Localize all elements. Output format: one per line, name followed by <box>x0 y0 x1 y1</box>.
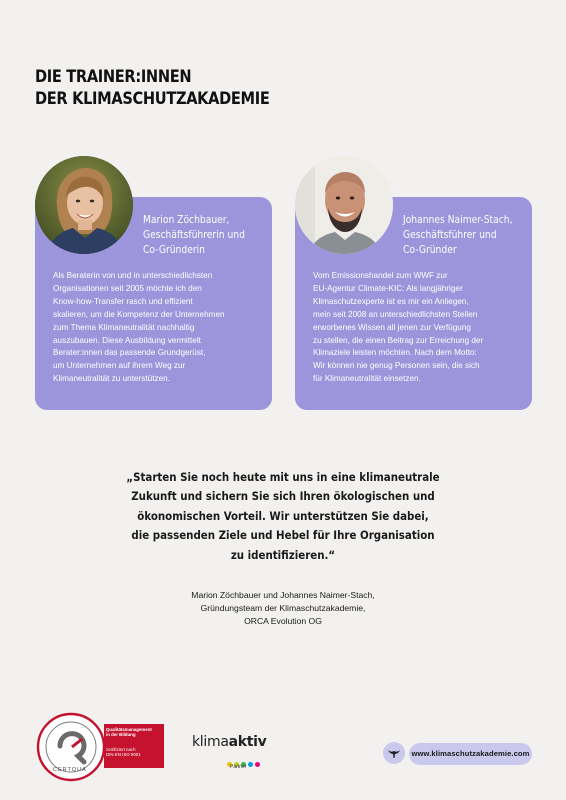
bio-line: zu stellen, die einen Beitrag zur Erreichung der <box>313 335 484 345</box>
klimaaktiv-word-light: klima <box>192 734 229 750</box>
certqua-brand: CERTQUA <box>53 767 87 773</box>
trainer-bio <box>53 270 263 386</box>
quote <box>0 468 566 565</box>
trainer-photo-naimer-stach <box>295 156 393 254</box>
trainer-name-line: Geschäftsführer und <box>403 230 497 241</box>
page-title-line: DIE TRAINER:INNEN <box>35 67 192 87</box>
klimaaktiv-wordmark <box>192 734 267 750</box>
certqua-line: Qualitätsmanagement <box>106 727 152 732</box>
bio-line: Klimaschutzexperte ist es mir ein Anliegen, <box>313 296 469 306</box>
bio-line: Als Beraterin von und in unterschiedlichsten <box>53 271 213 280</box>
quote-line: „Starten Sie noch heute mit uns in eine klimaneutrale <box>126 470 440 484</box>
bio-line: Wir können nie genug Personen sein, die sich <box>313 361 480 371</box>
trainer-name-line: Johannes Naimer-Stach, <box>403 215 513 226</box>
bio-line: EU-Agentur Climate-KIC: Als langjähriger <box>313 283 463 293</box>
klimaaktiv-logo <box>192 734 282 774</box>
bio-line: Klimaneutralität zu unterstützen. <box>53 374 170 384</box>
signature-line: Marion Zöchbauer und Johannes Naimer-Stach, <box>191 590 375 600</box>
bio-line: Know-how-Transfer rasch und effizient <box>53 296 193 306</box>
quote-line: ökonomischen Vorteil. Wir unterstützen Sie dabei, <box>137 508 429 523</box>
trainer-bio <box>313 270 523 386</box>
bio-line: erworbenes Wissen all jenen zur Verfügung <box>313 322 471 332</box>
trainer-name-line: Co-Gründer <box>403 245 457 256</box>
bio-line: Vom Emissionshandel zum WWF zur <box>313 271 448 280</box>
klimaaktiv-dot <box>255 762 260 767</box>
bio-line: skalieren, um die Kompetenz der Unternehmen <box>53 309 225 319</box>
trainer-name-line: Geschäftsführerin und <box>143 230 245 241</box>
bio-line: Berater:innen das passende Grundgerüst, <box>53 348 206 358</box>
signature-line: ORCA Evolution OG <box>244 616 322 626</box>
klimaaktiv-partner-label: Partner <box>230 764 247 770</box>
bio-line: auszubauen. Diese Ausbildung vermittelt <box>53 335 201 345</box>
whale-tail-icon <box>383 742 405 764</box>
bio-line: Organisationen seit 2005 möchte ich den <box>53 283 202 293</box>
klimaaktiv-word-bold: aktiv <box>228 734 267 750</box>
website-link[interactable]: www.klimaschutzakademie.com <box>409 743 532 765</box>
bio-line: für Klimaneutralität einsetzen. <box>313 374 421 384</box>
certqua-line: DIN EN ISO 9001 <box>106 752 141 757</box>
trainer-name-line: Marion Zöchbauer, <box>143 215 230 226</box>
signature-line: Gründungsteam der Klimaschutzakademie, <box>200 603 366 613</box>
klimaaktiv-dot <box>248 762 253 767</box>
certqua-line: zertifiziert nach <box>106 747 136 752</box>
page-title <box>35 66 270 110</box>
bio-line: Klimaziele leisten möchten. Nach dem Motto: <box>313 348 477 358</box>
quote-line: die passenden Ziele und Hebel für Ihre Organisation <box>131 528 435 543</box>
page-title-line: DER KLIMASCHUTZAKADEMIE <box>35 89 270 109</box>
trainer-name <box>143 213 268 258</box>
quote-line: zu identifizieren.“ <box>230 547 336 562</box>
bio-line: mein seit 2008 an unterschiedlichsten Stellen <box>313 309 478 319</box>
quote-signature <box>0 589 566 628</box>
certqua-line: in der Bildung <box>106 732 136 737</box>
trainer-photo-zoechbauer <box>35 156 133 254</box>
certqua-seal <box>36 712 166 782</box>
trainer-name-line: Co-Gründerin <box>143 245 205 256</box>
certqua-text <box>106 727 152 757</box>
bio-line: um Unternehmen auf ihrem Weg zur <box>53 361 186 371</box>
quote-line: Zukunft und sichern Sie sich Ihren ökologischen und <box>131 489 435 504</box>
trainer-name <box>403 213 528 258</box>
bio-line: zum Thema Klimaneutralität nachhaltig <box>53 322 195 332</box>
